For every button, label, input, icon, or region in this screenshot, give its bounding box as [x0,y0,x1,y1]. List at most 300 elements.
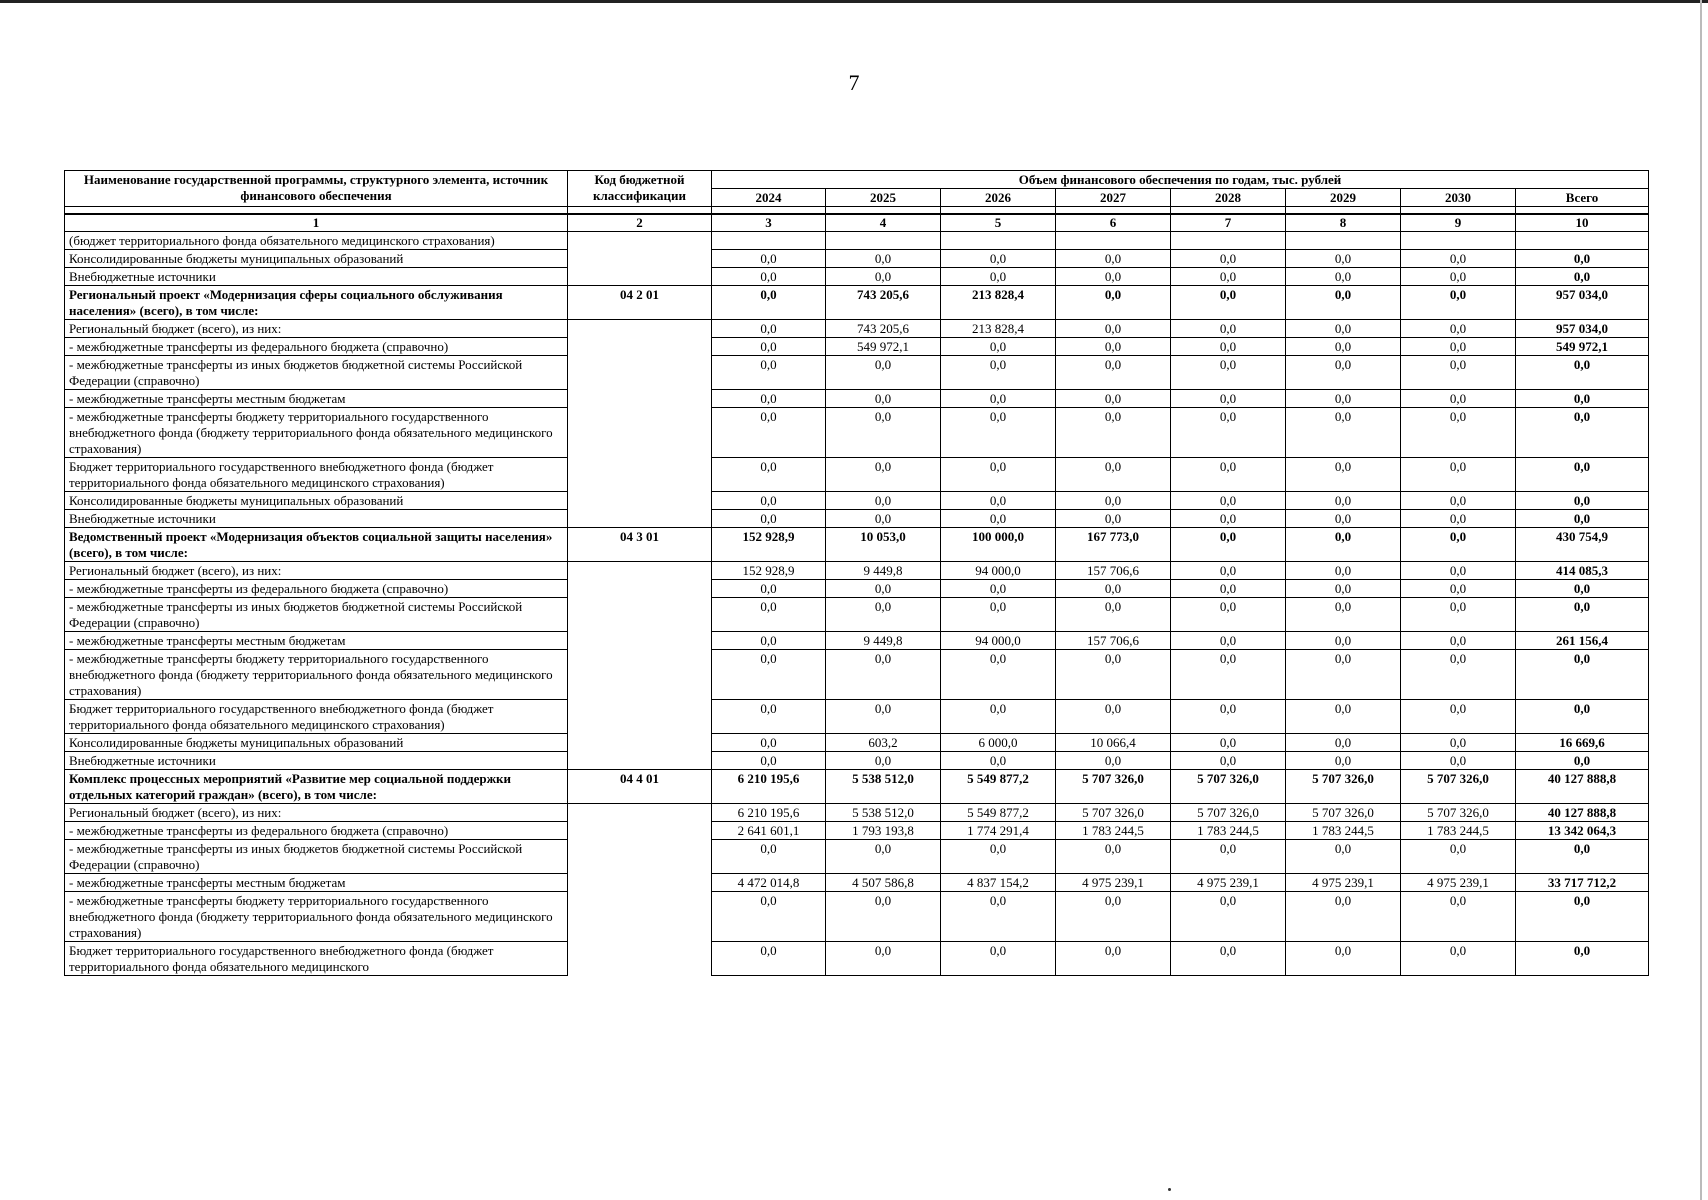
row-value: 0,0 [1401,892,1516,942]
row-value: 0,0 [941,580,1056,598]
row-value: 0,0 [712,632,826,650]
row-value: 0,0 [1401,510,1516,528]
row-value: 1 783 244,5 [1171,822,1286,840]
table-row [65,268,1649,286]
row-value: 0,0 [712,356,826,390]
row-value: 0,0 [1171,408,1286,458]
row-value: 213 828,4 [941,286,1056,320]
row-value: 1 783 244,5 [1401,822,1516,840]
row-name: Внебюджетные источники [65,752,568,770]
row-name: Комплекс процессных мероприятий «Развитие мер социальной поддержки отдельных категорий граждан» (всего), в том числе: [65,770,568,804]
row-value: 0,0 [1056,892,1171,942]
row-name: - межбюджетные трансферты бюджету территориального государственного внебюджетного фонда (бюджету территориального фонда обязательного медицинского страхования) [65,408,568,458]
row-code [568,804,712,822]
row-value [712,232,826,250]
row-value: 0,0 [712,320,826,338]
row-value: 603,2 [826,734,941,752]
row-value: 0,0 [712,286,826,320]
table-row [65,892,1649,942]
row-value: 0,0 [941,390,1056,408]
row-value: 0,0 [1401,598,1516,632]
row-value: 0,0 [712,408,826,458]
row-value: 0,0 [941,510,1056,528]
row-total: 16 669,6 [1516,734,1649,752]
row-name: Внебюджетные источники [65,268,568,286]
row-value: 0,0 [1401,942,1516,976]
row-value: 0,0 [826,356,941,390]
row-total: 0,0 [1516,268,1649,286]
row-total: 430 754,9 [1516,528,1649,562]
row-name: - межбюджетные трансферты местным бюджетам [65,390,568,408]
row-value: 0,0 [941,700,1056,734]
row-total: 0,0 [1516,580,1649,598]
row-value: 4 975 239,1 [1401,874,1516,892]
row-value: 9 449,8 [826,632,941,650]
row-value: 0,0 [1056,650,1171,700]
row-total [1516,232,1649,250]
row-value: 10 066,4 [1056,734,1171,752]
row-value: 213 828,4 [941,320,1056,338]
row-total: 0,0 [1516,390,1649,408]
row-name: Консолидированные бюджеты муниципальных образований [65,492,568,510]
row-value: 0,0 [1286,700,1401,734]
row-name: - межбюджетные трансферты из иных бюджетов бюджетной системы Российской Федерации (справочно) [65,356,568,390]
row-value: 0,0 [1171,700,1286,734]
row-value: 0,0 [712,598,826,632]
row-value: 0,0 [1171,390,1286,408]
row-code [568,734,712,752]
row-value: 0,0 [1171,510,1286,528]
row-value: 0,0 [1401,734,1516,752]
row-value: 4 975 239,1 [1171,874,1286,892]
table-row-section [65,528,1649,562]
table-row [65,804,1649,822]
row-value: 0,0 [712,510,826,528]
row-value: 0,0 [1056,268,1171,286]
scan-right-edge [1700,0,1702,1200]
row-value: 0,0 [1401,458,1516,492]
row-value: 0,0 [1056,840,1171,874]
row-value: 0,0 [1056,492,1171,510]
row-value: 0,0 [1401,492,1516,510]
row-code: 04 4 01 [568,770,712,804]
row-value: 0,0 [1056,752,1171,770]
row-code [568,580,712,598]
row-total: 0,0 [1516,510,1649,528]
row-code [568,250,712,268]
row-value: 0,0 [826,700,941,734]
table-row [65,822,1649,840]
table-row [65,390,1649,408]
row-code [568,700,712,734]
row-value [826,232,941,250]
row-value: 0,0 [941,492,1056,510]
row-value: 0,0 [1401,268,1516,286]
row-value: 0,0 [941,408,1056,458]
row-value: 0,0 [712,492,826,510]
row-code [568,650,712,700]
row-code [568,492,712,510]
row-value: 0,0 [712,580,826,598]
row-value: 0,0 [1056,408,1171,458]
row-value: 0,0 [1286,840,1401,874]
row-value: 0,0 [1401,338,1516,356]
row-name: - межбюджетные трансферты местным бюджетам [65,632,568,650]
row-name: Бюджет территориального государственного внебюджетного фонда (бюджет территориального фонда обязательного медицинского [65,942,568,976]
row-value: 152 928,9 [712,562,826,580]
row-value: 0,0 [1171,562,1286,580]
row-value: 0,0 [1286,734,1401,752]
row-name: Консолидированные бюджеты муниципальных образований [65,250,568,268]
row-value: 5 707 326,0 [1401,770,1516,804]
header-name: Наименование государственной программы, структурного элемента, источник финансового обеспечения [65,171,568,207]
row-value: 0,0 [826,250,941,268]
row-value: 0,0 [826,458,941,492]
table-body [65,232,1649,976]
column-number: 4 [826,214,941,232]
row-code: 04 3 01 [568,528,712,562]
row-name: - межбюджетные трансферты из федерального бюджета (справочно) [65,822,568,840]
table-row [65,510,1649,528]
row-name: Бюджет территориального государственного внебюджетного фонда (бюджет территориального фонда обязательного медицинского страхования) [65,458,568,492]
row-total: 0,0 [1516,700,1649,734]
row-value: 0,0 [826,752,941,770]
row-value [941,232,1056,250]
row-code: 04 2 01 [568,286,712,320]
row-value: 0,0 [1286,752,1401,770]
row-value: 0,0 [826,408,941,458]
row-value: 0,0 [941,356,1056,390]
table-row-section [65,286,1649,320]
row-value: 0,0 [941,650,1056,700]
table-row [65,840,1649,874]
column-number-row [65,214,1649,232]
row-value: 0,0 [1401,840,1516,874]
row-value: 0,0 [1056,390,1171,408]
table-row [65,700,1649,734]
row-value [1286,232,1401,250]
row-name: - межбюджетные трансферты из федерального бюджета (справочно) [65,338,568,356]
row-value: 5 707 326,0 [1401,804,1516,822]
row-code [568,840,712,874]
row-name: - межбюджетные трансферты бюджету территориального государственного внебюджетного фонда (бюджету территориального фонда обязательного медицинского страхования) [65,892,568,942]
table-row [65,492,1649,510]
row-name: (бюджет территориального фонда обязательного медицинского страхования) [65,232,568,250]
row-value: 0,0 [712,942,826,976]
row-name: - межбюджетные трансферты бюджету территориального государственного внебюджетного фонда (бюджету территориального фонда обязательного медицинского страхования) [65,650,568,700]
row-value: 0,0 [1171,320,1286,338]
table-row [65,752,1649,770]
row-value: 0,0 [1401,408,1516,458]
table-row [65,632,1649,650]
row-value: 0,0 [712,700,826,734]
header-spacer [65,207,1649,215]
column-number: 10 [1516,214,1649,232]
row-value: 0,0 [1056,356,1171,390]
row-value: 0,0 [1171,492,1286,510]
table-row [65,598,1649,632]
row-code [568,892,712,942]
row-value: 5 707 326,0 [1171,804,1286,822]
row-code [568,752,712,770]
row-value: 0,0 [712,734,826,752]
row-value: 10 053,0 [826,528,941,562]
row-value: 0,0 [1401,528,1516,562]
row-value: 0,0 [1286,356,1401,390]
header-year: 2026 [941,189,1056,207]
row-value: 0,0 [1286,492,1401,510]
column-number: 7 [1171,214,1286,232]
header-year: 2025 [826,189,941,207]
table-row [65,580,1649,598]
row-value: 0,0 [1286,650,1401,700]
row-value: 0,0 [826,650,941,700]
row-total: 0,0 [1516,458,1649,492]
row-value: 0,0 [1171,528,1286,562]
row-total: 40 127 888,8 [1516,770,1649,804]
row-value: 549 972,1 [826,338,941,356]
row-value: 157 706,6 [1056,632,1171,650]
row-value: 0,0 [1171,892,1286,942]
row-value: 6 210 195,6 [712,804,826,822]
row-value: 0,0 [1286,562,1401,580]
row-value: 0,0 [1171,580,1286,598]
row-value: 5 707 326,0 [1286,804,1401,822]
row-value: 0,0 [1286,458,1401,492]
row-value: 0,0 [1171,338,1286,356]
row-value: 0,0 [941,268,1056,286]
row-value: 4 975 239,1 [1286,874,1401,892]
row-value: 0,0 [1286,892,1401,942]
row-value: 0,0 [712,390,826,408]
row-name: Консолидированные бюджеты муниципальных образований [65,734,568,752]
table-row [65,458,1649,492]
row-value: 0,0 [941,250,1056,268]
row-value: 0,0 [1056,580,1171,598]
row-value: 5 538 512,0 [826,770,941,804]
row-code [568,356,712,390]
row-total: 549 972,1 [1516,338,1649,356]
column-number: 6 [1056,214,1171,232]
table-row [65,734,1649,752]
row-total: 33 717 712,2 [1516,874,1649,892]
table-row [65,942,1649,976]
header-year: 2028 [1171,189,1286,207]
row-value: 94 000,0 [941,632,1056,650]
row-value: 94 000,0 [941,562,1056,580]
row-value: 0,0 [1056,338,1171,356]
row-total: 0,0 [1516,752,1649,770]
row-value: 0,0 [1401,286,1516,320]
row-value: 0,0 [1171,942,1286,976]
page-number: 7 [848,70,860,95]
row-total: 0,0 [1516,408,1649,458]
row-value: 0,0 [941,892,1056,942]
row-value: 0,0 [1171,734,1286,752]
scan-speck [1168,1188,1171,1191]
row-value: 157 706,6 [1056,562,1171,580]
row-value: 0,0 [941,598,1056,632]
row-total: 414 085,3 [1516,562,1649,580]
row-total: 261 156,4 [1516,632,1649,650]
scan-top-edge [0,0,1708,3]
row-value: 0,0 [712,840,826,874]
row-value: 0,0 [1056,700,1171,734]
row-value: 743 205,6 [826,320,941,338]
row-code [568,510,712,528]
row-value: 0,0 [1401,580,1516,598]
row-value: 152 928,9 [712,528,826,562]
row-name: Региональный проект «Модернизация сферы социального обслуживания населения» (всего), в том числе: [65,286,568,320]
row-value: 0,0 [1401,650,1516,700]
row-value: 0,0 [1286,268,1401,286]
row-value: 1 793 193,8 [826,822,941,840]
row-total: 40 127 888,8 [1516,804,1649,822]
row-value: 167 773,0 [1056,528,1171,562]
header-code: Код бюджетной классификации [568,171,712,207]
row-value: 5 549 877,2 [941,770,1056,804]
column-number: 2 [568,214,712,232]
column-number: 3 [712,214,826,232]
row-value: 0,0 [712,650,826,700]
row-value: 0,0 [826,840,941,874]
row-value: 0,0 [941,752,1056,770]
row-value: 0,0 [1056,510,1171,528]
row-total: 0,0 [1516,942,1649,976]
row-value: 0,0 [1286,632,1401,650]
row-total: 0,0 [1516,650,1649,700]
row-name: - межбюджетные трансферты из иных бюджетов бюджетной системы Российской Федерации (справочно) [65,840,568,874]
row-value: 1 783 244,5 [1056,822,1171,840]
row-total: 0,0 [1516,598,1649,632]
row-value: 0,0 [1401,632,1516,650]
row-value: 0,0 [826,492,941,510]
header-year: 2027 [1056,189,1171,207]
row-value: 1 774 291,4 [941,822,1056,840]
row-value: 4 472 014,8 [712,874,826,892]
row-value: 0,0 [1056,598,1171,632]
row-value: 0,0 [712,752,826,770]
row-code [568,942,712,976]
row-value: 0,0 [1286,286,1401,320]
row-value: 0,0 [941,458,1056,492]
row-name: - межбюджетные трансферты из федерального бюджета (справочно) [65,580,568,598]
table-row [65,562,1649,580]
row-value: 0,0 [1171,840,1286,874]
row-value: 0,0 [1286,598,1401,632]
table-row [65,874,1649,892]
row-value: 0,0 [1171,598,1286,632]
row-value: 4 975 239,1 [1056,874,1171,892]
column-number: 8 [1286,214,1401,232]
row-value: 0,0 [1401,356,1516,390]
row-value: 0,0 [826,892,941,942]
row-value: 0,0 [712,458,826,492]
row-value: 0,0 [826,580,941,598]
row-value: 4 837 154,2 [941,874,1056,892]
row-value: 0,0 [1056,286,1171,320]
row-total: 0,0 [1516,492,1649,510]
row-name: Региональный бюджет (всего), из них: [65,804,568,822]
row-value: 0,0 [1401,320,1516,338]
row-code [568,268,712,286]
row-value: 0,0 [1286,580,1401,598]
row-value: 6 000,0 [941,734,1056,752]
row-value: 0,0 [1171,752,1286,770]
row-value [1056,232,1171,250]
row-code [568,320,712,338]
row-code [568,458,712,492]
row-value: 1 783 244,5 [1286,822,1401,840]
row-name: - межбюджетные трансферты из иных бюджетов бюджетной системы Российской Федерации (справочно) [65,598,568,632]
row-value: 0,0 [1286,942,1401,976]
row-value: 6 210 195,6 [712,770,826,804]
row-value: 0,0 [941,840,1056,874]
row-value: 0,0 [1401,390,1516,408]
row-value: 0,0 [1401,250,1516,268]
row-total: 0,0 [1516,356,1649,390]
row-value: 0,0 [826,598,941,632]
row-value: 0,0 [941,942,1056,976]
table-row [65,320,1649,338]
row-value: 9 449,8 [826,562,941,580]
row-value [1401,232,1516,250]
row-value: 0,0 [1401,752,1516,770]
row-value: 0,0 [1171,250,1286,268]
row-code [568,408,712,458]
row-value: 5 707 326,0 [1056,804,1171,822]
row-value: 0,0 [1171,286,1286,320]
header-year: 2029 [1286,189,1401,207]
row-value: 0,0 [1401,562,1516,580]
row-code [568,874,712,892]
row-value: 0,0 [1056,320,1171,338]
row-value: 0,0 [712,892,826,942]
row-total: 0,0 [1516,840,1649,874]
row-value: 0,0 [1171,268,1286,286]
row-code [568,632,712,650]
table-row [65,356,1649,390]
row-value: 0,0 [1171,356,1286,390]
header-row-top [65,171,1649,189]
column-number: 5 [941,214,1056,232]
row-value: 5 707 326,0 [1286,770,1401,804]
row-value: 0,0 [1286,338,1401,356]
row-value: 0,0 [941,338,1056,356]
row-value: 0,0 [712,338,826,356]
header-year: 2024 [712,189,826,207]
table-row [65,408,1649,458]
row-value: 0,0 [1056,250,1171,268]
row-value [1171,232,1286,250]
row-value: 0,0 [1171,650,1286,700]
row-code [568,822,712,840]
row-value: 0,0 [1401,700,1516,734]
column-number: 9 [1401,214,1516,232]
row-code [568,338,712,356]
financing-table [64,170,1649,976]
row-value: 0,0 [1286,250,1401,268]
row-value: 5 549 877,2 [941,804,1056,822]
row-value: 0,0 [1056,458,1171,492]
column-number: 1 [65,214,568,232]
row-code [568,390,712,408]
row-total: 13 342 064,3 [1516,822,1649,840]
row-total: 0,0 [1516,892,1649,942]
header-year: 2030 [1401,189,1516,207]
header-total: Всего [1516,189,1649,207]
row-value: 100 000,0 [941,528,1056,562]
